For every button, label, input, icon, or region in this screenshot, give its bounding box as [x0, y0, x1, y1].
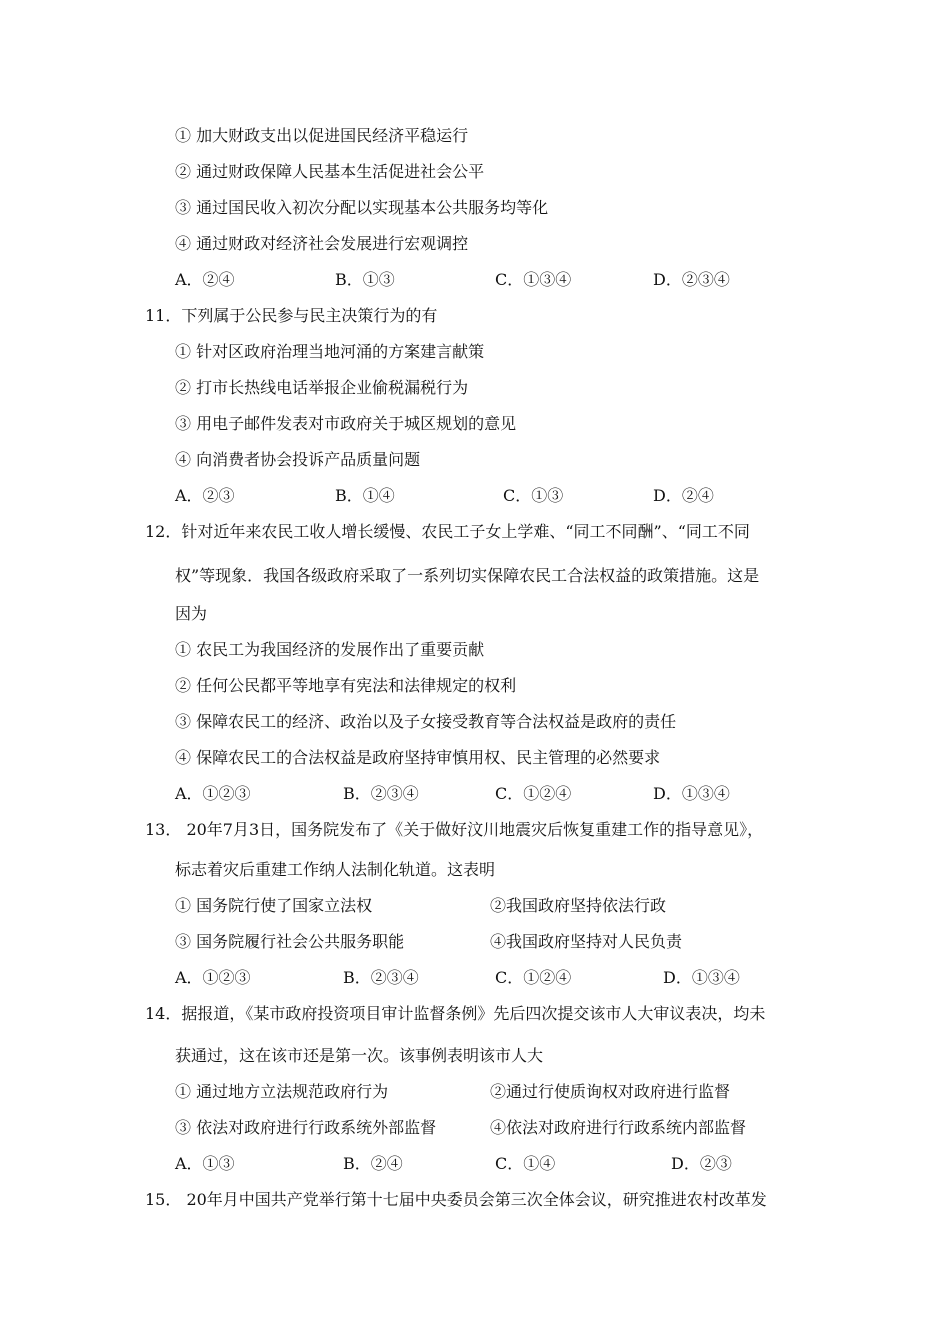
q12-option-b: B．②③④	[343, 784, 419, 803]
q10-option-d: D．②③④	[653, 270, 730, 289]
q13-option-b: B．②③④	[343, 968, 419, 987]
q13-item-4: ④我国政府坚持对人民负责	[490, 932, 683, 951]
q14-item-1: ① 通过地方立法规范政府行为	[175, 1082, 389, 1101]
q13-item-3: ③ 国务院履行社会公共服务职能	[175, 932, 405, 951]
q11-stem: 11．下列属于公民参与民主决策行为的有	[145, 306, 438, 325]
q14-item-2: ②通过行使质询权对政府进行监督	[490, 1082, 731, 1101]
q13-option-a: A．①②③	[175, 968, 251, 987]
q12-stem-line-2: 权”等现象．我国各级政府采取了一系列切实保障农民工合法权益的政策措施。这是	[175, 566, 760, 585]
q14-option-b: B．②④	[343, 1154, 403, 1173]
q12-option-d: D．①③④	[653, 784, 730, 803]
q13-stem-line-2: 标志着灾后重建工作纳人法制化轨道。这表明	[175, 860, 496, 879]
q12-stem-line-3: 因为	[175, 604, 208, 623]
q10-item-1: ① 加大财政支出以促进国民经济平稳运行	[175, 126, 469, 145]
q12-item-1: ① 农民工为我国经济的发展作出了重要贡献	[175, 640, 485, 659]
q12-item-3: ③ 保障农民工的经济、政治以及子女接受教育等合法权益是政府的责任	[175, 712, 677, 731]
q11-option-b: B．①④	[335, 486, 395, 505]
q12-option-c: C．①②④	[495, 784, 572, 803]
q14-item-4: ④依法对政府进行行政系统内部监督	[490, 1118, 747, 1137]
q10-option-b: B．①③	[335, 270, 395, 289]
q13-option-c: C．①②④	[495, 968, 572, 987]
q12-stem-line-1: 12．针对近年来农民工收人增长缓慢、农民工子女上学难、“同工不同酬”、“同工不同	[145, 522, 750, 541]
q13-option-d: D．①③④	[663, 968, 740, 987]
q11-item-4: ④ 向消费者协会投诉产品质量问题	[175, 450, 421, 469]
q14-option-c: C．①④	[495, 1154, 556, 1173]
q10-item-2: ② 通过财政保障人民基本生活促进社会公平	[175, 162, 485, 181]
q11-option-a: A．②③	[175, 486, 235, 505]
q11-item-1: ① 针对区政府治理当地河涌的方案建言献策	[175, 342, 485, 361]
q11-item-2: ② 打市长热线电话举报企业偷税漏税行为	[175, 378, 469, 397]
q12-option-a: A．①②③	[175, 784, 251, 803]
q14-item-3: ③ 依法对政府进行行政系统外部监督	[175, 1118, 437, 1137]
q10-option-c: C．①③④	[495, 270, 572, 289]
q13-stem-line-1: 13． 20年7月3日，国务院发布了《关于做好汶川地震灾后恢复重建工作的指导意见》，	[145, 820, 764, 839]
q14-option-d: D．②③	[671, 1154, 732, 1173]
q14-stem-line-1: 14．据报道，《某市政府投资项目审计监督条例》先后四次提交该市人大审议表决，均未	[145, 1004, 766, 1023]
q10-option-a: A．②④	[175, 270, 235, 289]
q14-stem-line-2: 获通过，这在该市还是第一次。该事例表明该市人大	[175, 1046, 544, 1065]
q11-option-d: D．②④	[653, 486, 714, 505]
q13-item-1: ① 国务院行使了国家立法权	[175, 896, 373, 915]
q15-stem-line-1: 15． 20年月中国共产党举行第十七届中央委员会第三次全体会议，研究推进农村改革发	[145, 1190, 767, 1209]
q12-item-2: ② 任何公民都平等地享有宪法和法律规定的权利	[175, 676, 517, 695]
q11-option-c: C．①③	[503, 486, 564, 505]
q12-item-4: ④ 保障农民工的合法权益是政府坚持审慎用权、民主管理的必然要求	[175, 748, 661, 767]
q14-option-a: A．①③	[175, 1154, 235, 1173]
q10-item-3: ③ 通过国民收入初次分配以实现基本公共服务均等化	[175, 198, 549, 217]
q13-item-2: ②我国政府坚持依法行政	[490, 896, 667, 915]
q10-item-4: ④ 通过财政对经济社会发展进行宏观调控	[175, 234, 469, 253]
q11-item-3: ③ 用电子邮件发表对市政府关于城区规划的意见	[175, 414, 517, 433]
